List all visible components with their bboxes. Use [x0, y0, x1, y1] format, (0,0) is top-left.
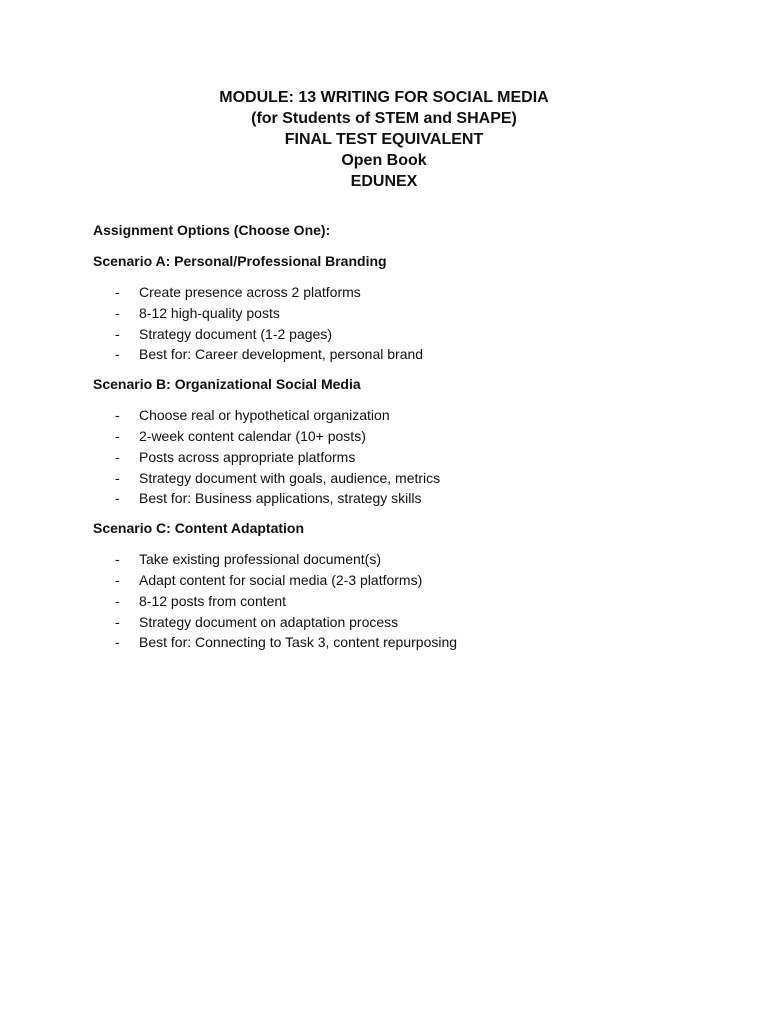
assignment-options-heading: Assignment Options (Choose One): [93, 222, 331, 238]
list-item-text: Strategy document with goals, audience, metrics [139, 469, 441, 486]
bullet-dash: - [115, 284, 120, 300]
bullet-dash: - [115, 613, 120, 630]
audience-subtitle: (for Students of STEM and SHAPE) [251, 110, 517, 127]
list-item [93, 632, 693, 653]
bullet-dash: - [115, 304, 120, 321]
scenario-a-title: Scenario A: Personal/Professional Branding [93, 253, 387, 269]
list-item-text: Strategy document on adaptation process [139, 613, 399, 630]
list-item [93, 344, 693, 365]
list-item-text: Posts across appropriate platforms [139, 448, 356, 465]
list-item-text: Strategy document (1-2 pages) [139, 325, 332, 342]
list-item [93, 570, 693, 591]
list-item-text: Choose real or hypothetical organization [139, 407, 390, 424]
list-item [93, 303, 693, 324]
scenario-b-title: Scenario B: Organizational Social Media [93, 376, 361, 393]
module-title: MODULE: 13 WRITING FOR SOCIAL MEDIA [219, 89, 549, 106]
list-item [93, 282, 693, 303]
list-item [93, 612, 693, 633]
document-header [0, 87, 768, 192]
list-item-text: 2-week content calendar (10+ posts) [139, 427, 366, 444]
scenario-a-list [93, 282, 693, 365]
list-item-text: Adapt content for social media (2-3 platforms) [139, 571, 423, 588]
list-item-text: 8-12 posts from content [139, 592, 287, 609]
list-item-text: Best for: Career development, personal brand [139, 346, 424, 363]
list-item [93, 591, 693, 612]
list-item-text: Best for: Business applications, strategy skills [139, 490, 422, 507]
list-item [93, 324, 693, 345]
list-item [93, 426, 693, 447]
bullet-dash: - [115, 634, 120, 651]
bullet-dash: - [115, 490, 120, 507]
bullet-dash: - [115, 448, 120, 465]
list-item [93, 447, 693, 468]
test-type: FINAL TEST EQUIVALENT [284, 131, 484, 148]
bullet-dash: - [115, 325, 120, 342]
bullet-dash: - [115, 551, 120, 568]
bullet-dash: - [115, 427, 120, 444]
platform-name: EDUNEX [350, 173, 418, 190]
scenario-c-title: Scenario C: Content Adaptation [93, 520, 305, 537]
test-format: Open Book [341, 152, 427, 169]
bullet-dash: - [115, 469, 120, 486]
bullet-dash: - [115, 407, 120, 424]
list-item [93, 488, 693, 509]
bullet-dash: - [115, 592, 120, 609]
list-item-text: Best for: Connecting to Task 3, content repurposing [139, 634, 458, 651]
scenario-c-list [93, 549, 693, 653]
scenario-b-list [93, 405, 693, 509]
list-item-text: Take existing professional document(s) [139, 551, 382, 568]
list-item-text: Create presence across 2 platforms [139, 284, 361, 300]
list-item [93, 549, 693, 570]
bullet-dash: - [115, 571, 120, 588]
bullet-dash: - [115, 346, 120, 363]
list-item-text: 8-12 high-quality posts [139, 304, 280, 321]
document-body [93, 221, 693, 663]
list-item [93, 405, 693, 426]
list-item [93, 468, 693, 489]
